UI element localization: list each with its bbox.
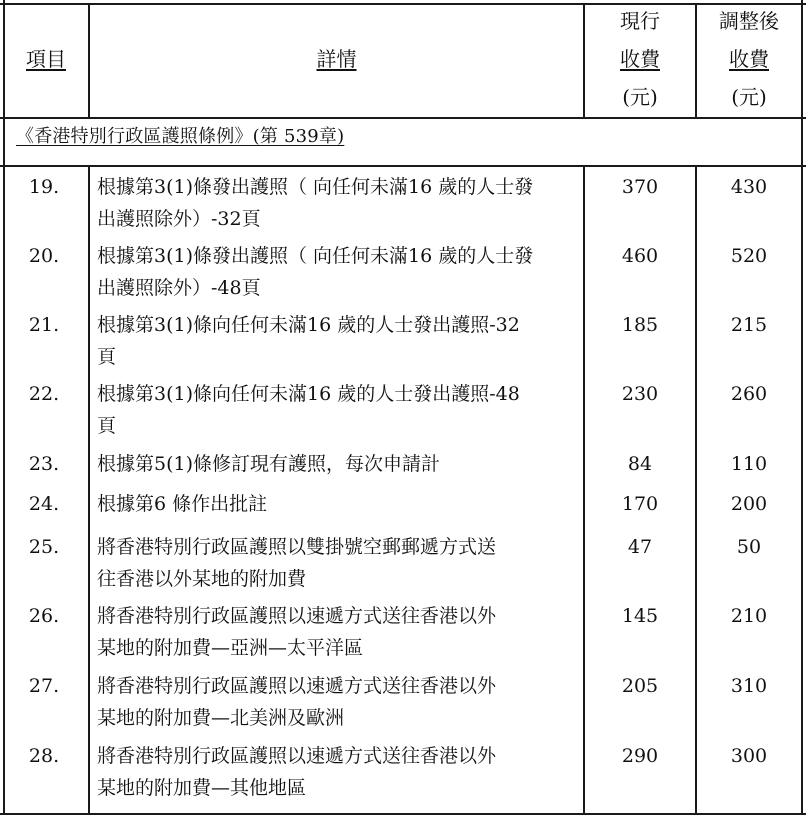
- header-adjusted-line-1: 調整後: [719, 9, 779, 33]
- row-description-line: 某地的附加費—亞洲—太平洋區: [97, 637, 364, 659]
- col-line-item-body: [88, 165, 90, 815]
- row-description-line: 根據第3(1)條向任何未滿16 歲的人士發出護照-32: [97, 314, 520, 336]
- row-description-line: 根據第5(1)條修訂現有護照，每次申請計: [97, 453, 441, 475]
- header-current-line-3: (元): [622, 85, 658, 109]
- row-adjusted-fee: 260: [730, 383, 768, 405]
- row-number: 24.: [28, 493, 60, 515]
- row-adjusted-fee: 110: [730, 453, 768, 475]
- row-description: [97, 171, 577, 235]
- row-description-line: 根據第6 條作出批註: [97, 493, 268, 515]
- row-description-line: 將香港特別行政區護照以雙掛號空郵郵遞方式送: [97, 536, 497, 558]
- row-description-line: 根據第3(1)條發出護照（ 向任何未滿16 歲的人士發: [97, 176, 534, 198]
- row-description-line: 頁: [97, 346, 117, 368]
- row-number: 19.: [28, 176, 60, 198]
- header-adjusted-line-3: (元): [731, 85, 767, 109]
- row-current-fee: 290: [621, 745, 659, 767]
- row-description-line: 將香港特別行政區護照以速遞方式送往香港以外: [97, 605, 497, 627]
- row-current-fee: 370: [621, 176, 659, 198]
- row-current-fee: 185: [621, 314, 659, 336]
- row-description-line: 往香港以外某地的附加費: [97, 568, 307, 590]
- row-number: 22.: [28, 383, 60, 405]
- row-description-line: 出護照除外）-32頁: [97, 208, 261, 230]
- row-current-fee: 145: [621, 605, 659, 627]
- bottom-border: [0, 813, 806, 815]
- header-current: [585, 2, 695, 116]
- row-description: [97, 448, 577, 480]
- header-details: [90, 40, 583, 78]
- row-description-line: 出護照除外）-48頁: [97, 277, 261, 299]
- header-details-label: 詳情: [316, 47, 357, 71]
- row-number: 28.: [28, 745, 60, 767]
- row-number: 25.: [28, 536, 60, 558]
- row-current-fee: 205: [621, 675, 659, 697]
- row-description-line: 根據第3(1)條向任何未滿16 歲的人士發出護照-48: [97, 383, 520, 405]
- header-current-line-1: 現行: [620, 9, 660, 33]
- row-description-line: 根據第3(1)條發出護照（ 向任何未滿16 歲的人士發: [97, 245, 534, 267]
- right-border: [801, 0, 803, 815]
- row-description-line: 將香港特別行政區護照以速遞方式送往香港以外: [97, 745, 497, 767]
- row-number: 23.: [28, 453, 60, 475]
- row-adjusted-fee: 300: [730, 745, 768, 767]
- row-description-line: 某地的附加費—其他地區: [97, 777, 307, 799]
- row-adjusted-fee: 200: [730, 493, 768, 515]
- row-description-line: 將香港特別行政區護照以速遞方式送往香港以外: [97, 675, 497, 697]
- row-description: [97, 309, 577, 373]
- row-number: 20.: [28, 245, 60, 267]
- row-description: [97, 740, 577, 804]
- row-current-fee: 460: [621, 245, 659, 267]
- row-description: [97, 240, 577, 304]
- header-divider: [0, 117, 806, 119]
- row-number: 21.: [28, 314, 60, 336]
- row-adjusted-fee: 430: [730, 176, 768, 198]
- row-adjusted-fee: 50: [736, 536, 762, 558]
- row-adjusted-fee: 310: [730, 675, 768, 697]
- row-number: 26.: [28, 605, 60, 627]
- row-description-line: 頁: [97, 415, 117, 437]
- row-description: [97, 531, 577, 595]
- row-adjusted-fee: 210: [730, 605, 768, 627]
- row-description: [97, 378, 577, 442]
- row-description-line: 某地的附加費—北美洲及歐洲: [97, 707, 345, 729]
- row-description: [97, 670, 577, 734]
- row-adjusted-fee: 215: [730, 314, 768, 336]
- row-number: 27.: [28, 675, 60, 697]
- row-current-fee: 47: [627, 536, 653, 558]
- row-description: [97, 488, 577, 520]
- section-divider: [0, 165, 806, 167]
- header-adjusted: [697, 2, 801, 116]
- header-adjusted-line-2: 收費: [729, 47, 769, 71]
- header-current-line-2: 收費: [620, 47, 660, 71]
- row-current-fee: 84: [627, 453, 653, 475]
- section-title: 《香港特別行政區護照條例》(第 539章): [16, 126, 345, 147]
- row-current-fee: 230: [621, 383, 659, 405]
- row-description: [97, 600, 577, 664]
- header-item-label: 項目: [26, 47, 66, 71]
- header-item: [4, 40, 88, 78]
- row-current-fee: 170: [621, 493, 659, 515]
- row-adjusted-fee: 520: [730, 245, 768, 267]
